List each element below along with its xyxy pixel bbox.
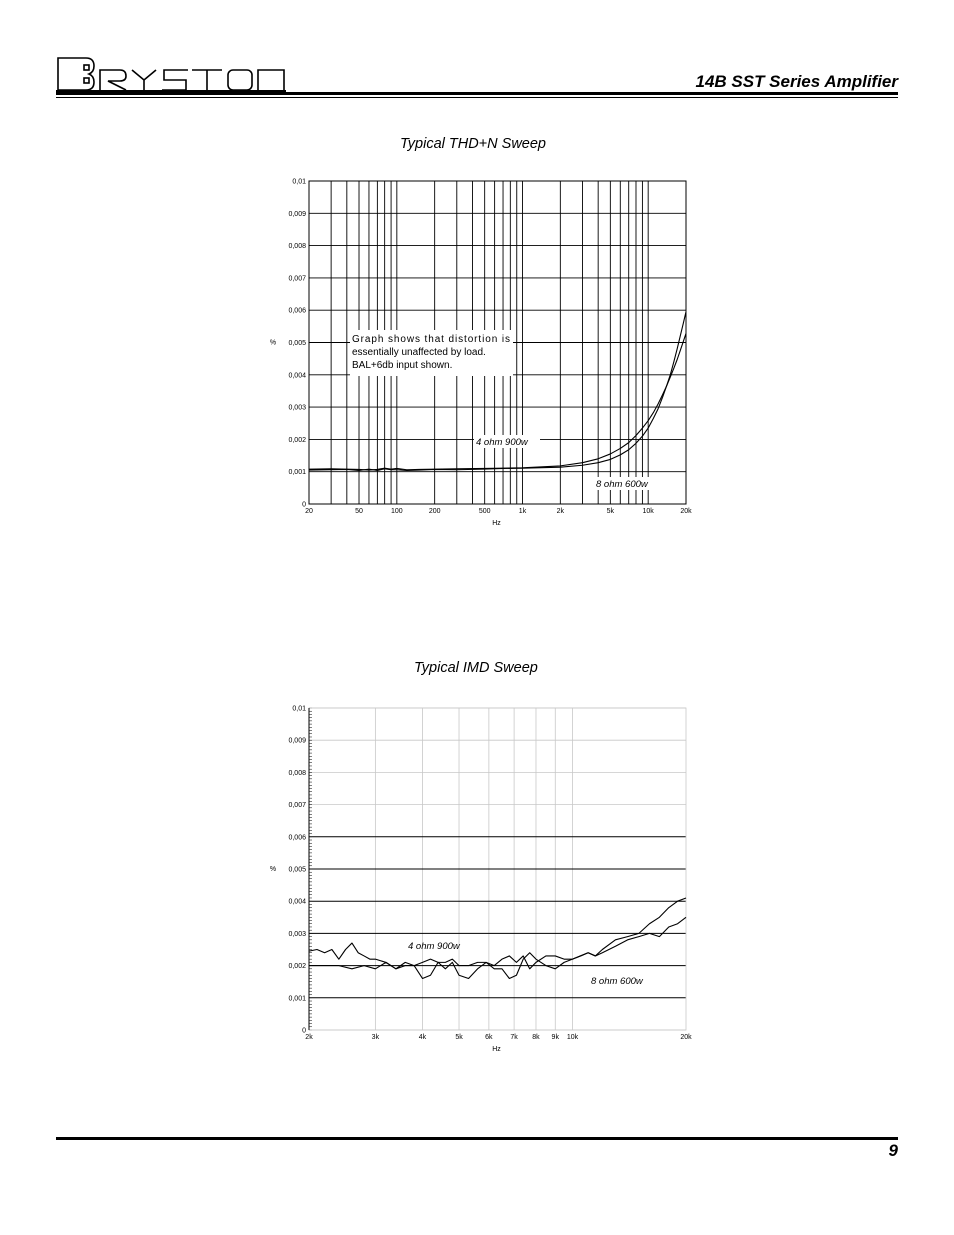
y-tick-label: 0,002	[288, 963, 306, 971]
y-axis-label: %	[269, 866, 277, 873]
x-tick-label: 200	[428, 508, 441, 515]
y-tick-label: 0,001	[288, 995, 306, 1003]
y-tick-label: 0	[302, 501, 306, 509]
x-tick-label: 10k	[566, 1034, 579, 1041]
y-tick-label: 0,01	[292, 705, 306, 713]
y-tick-label: 0,003	[288, 930, 306, 938]
x-tick-label: 8k	[532, 1034, 540, 1041]
thd-chart-title: Typical THD+N Sweep	[400, 136, 546, 152]
x-tick-label: 6k	[485, 1034, 493, 1041]
x-tick-label: 5k	[455, 1034, 463, 1041]
y-tick-label: 0,009	[288, 737, 306, 745]
x-tick-label: 2k	[305, 1034, 313, 1041]
y-tick-label: 0,003	[288, 404, 306, 412]
x-tick-label: 4k	[418, 1034, 427, 1041]
x-tick-label: 9k	[551, 1034, 559, 1041]
document-title: 14B SST Series Amplifier	[695, 72, 898, 91]
y-tick-label: 0,008	[288, 769, 306, 777]
y-tick-label: 0,008	[288, 243, 306, 251]
y-tick-label: 0,006	[288, 307, 306, 315]
imd-chart-title: Typical IMD Sweep	[414, 660, 538, 676]
y-axis-label: %	[269, 339, 277, 347]
series-label-4-ohm-900w: 4 ohm 900w	[476, 437, 528, 448]
annotation-line: BAL+6db input shown.	[352, 360, 453, 371]
x-tick-label: 500	[478, 508, 491, 515]
x-tick-label: 50	[355, 508, 363, 515]
x-tick-label: 3k	[371, 1034, 380, 1041]
footer-rule	[56, 1137, 898, 1140]
y-tick-label: 0,007	[288, 802, 306, 810]
x-tick-label: 1k	[518, 508, 527, 515]
y-tick-label: 0,007	[288, 275, 306, 283]
x-axis-label: Hz	[492, 520, 501, 527]
y-tick-label: 0,01	[292, 178, 306, 186]
y-tick-label: 0,005	[288, 340, 306, 347]
series-label-8-ohm-600w: 8 ohm 600w	[596, 479, 648, 490]
x-tick-label: 10k	[642, 508, 654, 515]
x-tick-label: 100	[390, 508, 403, 515]
x-axis-label: Hz	[492, 1046, 501, 1053]
y-tick-label: 0,001	[288, 469, 306, 477]
y-tick-label: 0,004	[288, 372, 306, 380]
series-line-8-ohm-600w	[309, 917, 686, 969]
y-tick-label: 0,005	[288, 866, 306, 874]
annotation-line: essentially unaffected by load.	[352, 347, 486, 358]
x-tick-label: 20k	[680, 508, 692, 515]
y-tick-label: 0,002	[288, 436, 306, 444]
annotation-line: Graph shows that distortion is	[352, 334, 510, 345]
x-tick-label: 20k	[680, 1034, 692, 1041]
y-tick-label: 0,006	[288, 834, 306, 842]
x-tick-label: 5k	[606, 508, 615, 515]
x-tick-label: 7k	[510, 1034, 518, 1041]
y-tick-label: 0,009	[288, 210, 306, 218]
x-tick-label: 20	[305, 508, 313, 515]
series-label-8-ohm-600w: 8 ohm 600w	[591, 976, 643, 987]
y-tick-label: 0	[302, 1027, 306, 1035]
y-tick-label: 0,004	[288, 898, 306, 906]
x-tick-label: 2k	[556, 508, 565, 515]
page-number: 9	[888, 1141, 898, 1160]
series-label-4-ohm-900w: 4 ohm 900w	[408, 941, 460, 952]
